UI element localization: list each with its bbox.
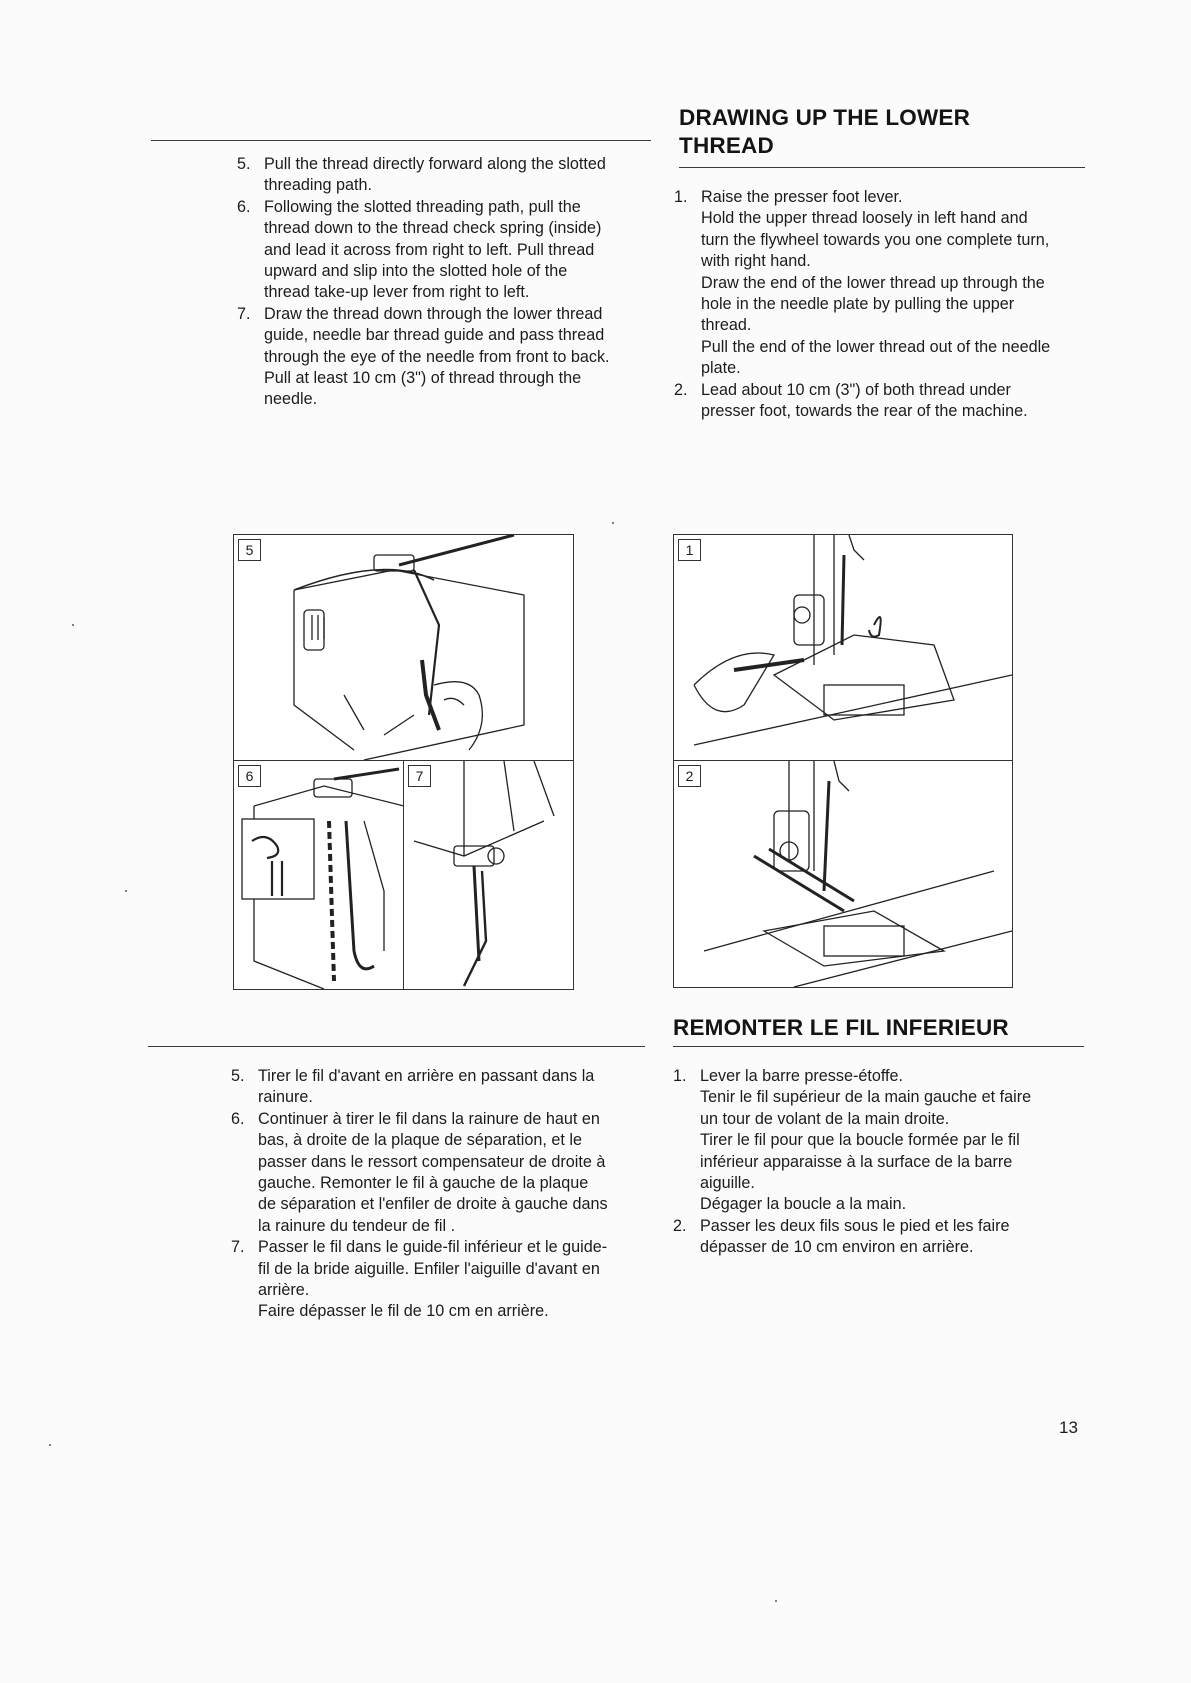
step-text-line: upward and slip into the slotted hole of the xyxy=(264,262,568,281)
step-text-line: la rainure du tendeur de fil . xyxy=(258,1216,456,1235)
step-text-line: Tenir le fil supérieur de la main gauche et faire xyxy=(700,1088,1032,1107)
figure-1-raise-lower-thread xyxy=(673,534,1013,762)
english-lower-thread-steps xyxy=(674,187,1094,422)
french-threading-steps xyxy=(231,1066,651,1323)
step-text-line: hole in the needle plate by pulling the upper xyxy=(701,295,1015,314)
step-number: 2. xyxy=(673,1216,687,1235)
step-number: 7. xyxy=(231,1238,245,1257)
step-text-line: with right hand. xyxy=(701,252,811,271)
step-number: 5. xyxy=(237,155,251,173)
step-number: 1. xyxy=(674,188,688,206)
page-number: 13 xyxy=(1059,1418,1078,1437)
step-number: 7. xyxy=(237,304,251,323)
step-text-line: thread take-up lever from right to left. xyxy=(264,283,530,302)
step-text-line: arrière. xyxy=(258,1281,310,1300)
step-text-line: Faire dépasser le fil de 10 cm en arrière. xyxy=(258,1302,549,1321)
step-number: 5. xyxy=(231,1067,245,1085)
figure-6-check-spring xyxy=(233,760,405,990)
step-item xyxy=(673,1066,1093,1216)
step-number: 6. xyxy=(231,1109,245,1128)
english-heading-rule xyxy=(679,167,1085,168)
figure-2-lead-threads-rear xyxy=(673,760,1013,988)
step-text-line: un tour de volant de la main droite. xyxy=(700,1109,950,1128)
heading-line-1: DRAWING UP THE LOWER xyxy=(679,105,971,130)
step-item xyxy=(674,380,1094,423)
step-text-line: Draw the thread down through the lower thread xyxy=(264,304,603,323)
heading-line-2: THREAD xyxy=(679,133,774,158)
step-text-line: presser foot, towards the rear of the machine. xyxy=(701,402,1028,421)
step-text-line: needle. xyxy=(264,390,318,409)
step-text-line: plate. xyxy=(701,359,741,378)
top-left-rule xyxy=(151,140,651,141)
step-text-line: Pull at least 10 cm (3") of thread through the xyxy=(264,369,582,388)
step-text-line: rainure. xyxy=(258,1088,313,1107)
step-text-line: thread. xyxy=(701,316,752,335)
figure-5-label: 5 xyxy=(238,539,261,561)
step-text-line: inférieur apparaisse à la surface de la barre xyxy=(700,1152,1013,1171)
figure-7-label: 7 xyxy=(408,765,431,787)
step-item xyxy=(231,1066,651,1109)
figure-1-label: 1 xyxy=(678,539,701,561)
step-number: 6. xyxy=(237,197,251,216)
figure-6-illustration xyxy=(234,761,404,989)
figure-5-illustration xyxy=(234,535,573,760)
step-number: 1. xyxy=(673,1067,687,1085)
step-item xyxy=(231,1109,651,1237)
step-text-line: Lead about 10 cm (3") of both thread under xyxy=(701,380,1011,399)
step-text-line: fil de la bride aiguille. Enfiler l'aiguille d'avant en xyxy=(258,1259,600,1278)
step-text-line: bas, à droite de la plaque de séparation, et le xyxy=(258,1131,582,1150)
english-section-heading xyxy=(679,104,970,160)
english-threading-steps xyxy=(237,154,657,411)
step-text-line: and lead it across from right to left. Pull thread xyxy=(264,240,595,259)
step-item xyxy=(674,187,1094,380)
figure-2-illustration xyxy=(674,761,1012,987)
step-item xyxy=(673,1216,1093,1259)
step-text-line: Continuer à tirer le fil dans la rainure de haut en xyxy=(258,1109,600,1128)
step-text-line: Pull the thread directly forward along the slotted xyxy=(264,155,606,173)
french-lower-thread-steps xyxy=(673,1066,1093,1259)
french-left-rule xyxy=(148,1046,645,1047)
french-heading-rule xyxy=(673,1046,1084,1047)
figure-5-threading-path xyxy=(233,534,574,761)
step-text-line: Tirer le fil pour que la boucle formée par le fil xyxy=(700,1131,1020,1150)
step-text-line: Passer les deux fils sous le pied et les faire xyxy=(700,1216,1010,1235)
step-text-line: Draw the end of the lower thread up through the xyxy=(701,273,1045,292)
step-text-line: Raise the presser foot lever. xyxy=(701,188,903,206)
step-item xyxy=(231,1237,651,1323)
step-item xyxy=(237,154,657,197)
step-text-line: through the eye of the needle from front to back. xyxy=(264,347,610,366)
step-item xyxy=(237,304,657,411)
step-number: 2. xyxy=(674,380,688,399)
french-section-heading: REMONTER LE FIL INFERIEUR xyxy=(673,1015,1009,1040)
step-text-line: de séparation et l'enfiler de droite à gauche dans xyxy=(258,1195,608,1214)
step-text-line: Dégager la boucle a la main. xyxy=(700,1195,907,1214)
step-text-line: Tirer le fil d'avant en arrière en passant dans la xyxy=(258,1067,595,1085)
step-text-line: Following the slotted threading path, pull the xyxy=(264,197,581,216)
step-text-line: thread down to the thread check spring (inside) xyxy=(264,219,602,238)
step-text-line: Lever la barre presse-étoffe. xyxy=(700,1067,904,1085)
step-text-line: Hold the upper thread loosely in left hand and xyxy=(701,209,1028,228)
figure-2-label: 2 xyxy=(678,765,701,787)
figure-7-needle-threading xyxy=(403,760,574,990)
step-text-line: guide, needle bar thread guide and pass thread xyxy=(264,326,605,345)
step-text-line: passer dans le ressort compensateur de droite à xyxy=(258,1152,606,1171)
step-text-line: Pull the end of the lower thread out of the needle xyxy=(701,337,1051,356)
figure-1-illustration xyxy=(674,535,1012,761)
step-text-line: gauche. Remonter le fil à gauche de la plaque xyxy=(258,1174,589,1193)
step-text-line: dépasser de 10 cm environ en arrière. xyxy=(700,1238,974,1257)
figure-6-label: 6 xyxy=(238,765,261,787)
step-text-line: turn the flywheel towards you one complete turn, xyxy=(701,230,1050,249)
figure-7-illustration xyxy=(404,761,573,989)
step-text-line: Passer le fil dans le guide-fil inférieur et le guide- xyxy=(258,1238,608,1257)
step-item xyxy=(237,197,657,304)
step-text-line: threading path. xyxy=(264,176,373,195)
step-text-line: aiguille. xyxy=(700,1174,755,1193)
